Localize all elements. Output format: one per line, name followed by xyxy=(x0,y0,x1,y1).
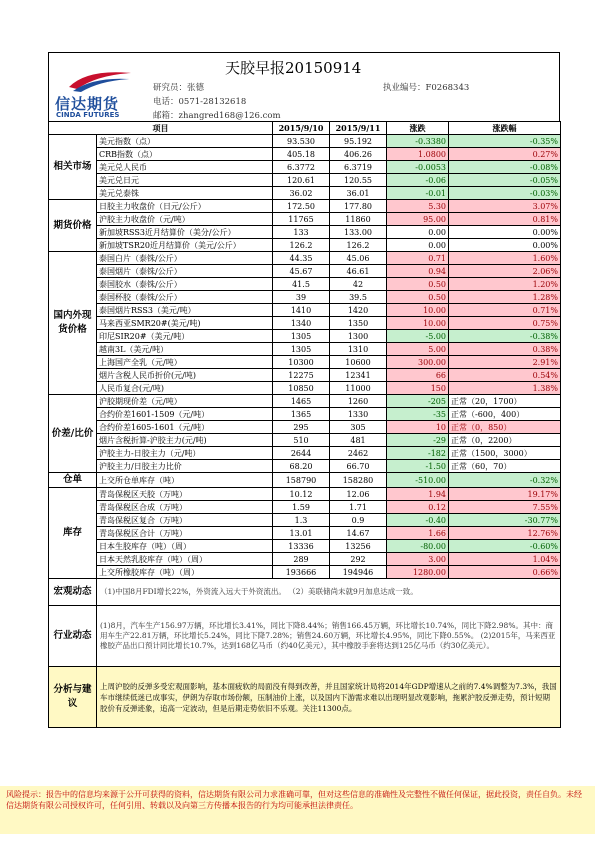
table-row xyxy=(49,226,561,239)
row-change: 10.00 xyxy=(387,304,449,317)
industry-text: (1)8月，汽车生产156.97万辆，环比增长3.41%，同比下降8.44%；销售166.45万辆，环比增长10.74%，同比下降2.98%。其中：商用车生产22.81万辆，环比增长5.24%，同比下降7.28%；销售24.60万辆，环比增长4.95%，同比下降0.55%。 (2)2015年，马来西亚橡胶产品出口预计同比增长10.7%，达到168亿马币（约40亿美元），其中橡胶手套将达到125亿马币（约30亿美元）。 xyxy=(97,606,561,667)
table-row xyxy=(49,514,561,527)
row-change-pct: 0.00% xyxy=(449,226,561,239)
table-row xyxy=(49,148,561,161)
row-value-1: 44.35 xyxy=(273,252,330,265)
row-item: 泰国烟片（泰铢/公斤） xyxy=(97,265,273,278)
report-header xyxy=(48,52,560,121)
row-change: 150 xyxy=(387,382,449,395)
row-value-2: 481 xyxy=(330,434,387,447)
logo-chinese: 信达期货 xyxy=(55,95,120,113)
table-row xyxy=(49,200,561,213)
row-change-pct: 0.75% xyxy=(449,317,561,330)
row-change-pct: 3.07% xyxy=(449,200,561,213)
table-row xyxy=(49,553,561,566)
row-value-2: 14.67 xyxy=(330,527,387,540)
table-row xyxy=(49,527,561,540)
row-value-2: 158280 xyxy=(330,473,387,488)
row-change: -1.50 xyxy=(387,460,449,473)
row-value-2: 305 xyxy=(330,421,387,434)
row-value-1: 1.3 xyxy=(273,514,330,527)
table-row xyxy=(49,252,561,265)
row-change: 5.00 xyxy=(387,343,449,356)
row-value-1: 12275 xyxy=(273,369,330,382)
col-change: 涨跌 xyxy=(387,122,449,135)
table-row xyxy=(49,382,561,395)
row-change: 10.00 xyxy=(387,317,449,330)
row-change-pct: 正常（1500，3000） xyxy=(449,447,561,460)
row-value-2: 45.06 xyxy=(330,252,387,265)
row-item: 合约价差1601-1509（元/吨） xyxy=(97,408,273,421)
row-value-1: 1.59 xyxy=(273,501,330,514)
researcher: 研究员：张德 xyxy=(153,83,205,93)
row-change-pct: 正常（60，70） xyxy=(449,460,561,473)
col-date1: 2015/9/10 xyxy=(273,122,330,135)
row-change-pct: -0.03% xyxy=(449,187,561,200)
row-value-2: 39.5 xyxy=(330,291,387,304)
row-item: 上交所橡胶库存（吨）（周） xyxy=(97,566,273,579)
report-sheet xyxy=(48,52,560,728)
row-change-pct: 7.55% xyxy=(449,501,561,514)
row-value-2: 1420 xyxy=(330,304,387,317)
row-value-1: 295 xyxy=(273,421,330,434)
row-change-pct: 2.06% xyxy=(449,265,561,278)
row-item: 人民币复合(元/吨) xyxy=(97,382,273,395)
row-change-pct: 19.17% xyxy=(449,488,561,501)
table-row xyxy=(49,174,561,187)
section-label: 分析与建议 xyxy=(49,667,97,728)
row-value-2: 1330 xyxy=(330,408,387,421)
row-change: 95.00 xyxy=(387,213,449,226)
row-change: -0.40 xyxy=(387,514,449,527)
row-item: 烟片含税人民币折价(元/吨) xyxy=(97,369,273,382)
row-change: 1.94 xyxy=(387,488,449,501)
row-value-1: 289 xyxy=(273,553,330,566)
table-row xyxy=(49,343,561,356)
row-value-2: 1260 xyxy=(330,395,387,408)
row-value-1: 2644 xyxy=(273,447,330,460)
row-value-1: 45.67 xyxy=(273,265,330,278)
row-item: 烟片含税折算-沪胶主力(元/吨) xyxy=(97,434,273,447)
row-change: -29 xyxy=(387,434,449,447)
section-label: 国内外现货价格 xyxy=(49,252,97,395)
table-row xyxy=(49,566,561,579)
row-change: -0.01 xyxy=(387,187,449,200)
row-value-1: 1305 xyxy=(273,343,330,356)
row-change-pct: 1.20% xyxy=(449,278,561,291)
row-value-2: 36.01 xyxy=(330,187,387,200)
section-label: 期货价格 xyxy=(49,200,97,252)
table-row xyxy=(49,291,561,304)
row-item: 上海国产全乳（元/吨） xyxy=(97,356,273,369)
data-table xyxy=(48,121,561,728)
row-change: 66 xyxy=(387,369,449,382)
risk-disclaimer: 风险提示：报告中的信息均来源于公开可获得的资料，信达期货有限公司力求准确可靠，但对这些信息的准确性及完整性不做任何保证，据此投资，责任自负。未经信达期货有限公司授权许可，任何引用、转载以及向第三方传播本报告的行为均可能承担法律责任。 xyxy=(0,786,595,834)
row-change: 0.71 xyxy=(387,252,449,265)
table-row xyxy=(49,304,561,317)
row-item: 越南3L（美元/吨） xyxy=(97,343,273,356)
row-change-pct: 12.76% xyxy=(449,527,561,540)
row-item: 新加坡TSR20近月结算价（美元/公斤） xyxy=(97,239,273,252)
row-change: -0.0053 xyxy=(387,161,449,174)
row-value-2: 194946 xyxy=(330,566,387,579)
row-item: 泰国烟片RSS3（美元/吨） xyxy=(97,304,273,317)
row-item: 美元指数（点） xyxy=(97,135,273,148)
row-value-2: 177.80 xyxy=(330,200,387,213)
section-label: 库存 xyxy=(49,488,97,579)
logo-english: CINDA FUTURES xyxy=(56,111,120,119)
table-row xyxy=(49,213,561,226)
table-row xyxy=(49,265,561,278)
table-row xyxy=(49,460,561,473)
row-item: 泰国杯胶（泰铢/公斤） xyxy=(97,291,273,304)
analysis-text: 上周沪胶的反弹多受宏观面影响，基本面疲软的局面没有得到改善，并且国家统计局将2014年GDP增速从之前的7.4%调整为7.3%，我国车市继续低迷已成事实，伊朗为存取市场份额，压制油价上涨，以及国内下游需求难以出现明显改观影响，拖累沪胶反弹走势，预计短期胶价有反弹迹象，追高一定波动，但是后期走势依旧不乐观。关注11300点。 xyxy=(97,667,561,728)
row-item: 青岛保税区天胶（万吨） xyxy=(97,488,273,501)
row-value-2: 133.00 xyxy=(330,226,387,239)
row-item: 青岛保税区合成（万吨） xyxy=(97,501,273,514)
row-value-1: 93.530 xyxy=(273,135,330,148)
row-value-2: 46.61 xyxy=(330,265,387,278)
row-value-1: 510 xyxy=(273,434,330,447)
macro-text: （1)中国8月FDI增长22%，外资流入远大于外资流出。 （2）美联储尚未就9月加息达成一致。 xyxy=(97,579,561,606)
row-change: 0.00 xyxy=(387,226,449,239)
row-change-pct: 正常（0，2200） xyxy=(449,434,561,447)
table-row xyxy=(49,540,561,553)
row-change: -0.06 xyxy=(387,174,449,187)
row-value-2: 66.70 xyxy=(330,460,387,473)
row-value-1: 41.5 xyxy=(273,278,330,291)
macro-row xyxy=(49,579,561,606)
section-label: 行业动态 xyxy=(49,606,97,667)
row-item: 美元兑人民币 xyxy=(97,161,273,174)
table-row xyxy=(49,408,561,421)
row-value-1: 172.50 xyxy=(273,200,330,213)
row-value-1: 13336 xyxy=(273,540,330,553)
row-value-1: 158790 xyxy=(273,473,330,488)
col-item: 项目 xyxy=(49,122,273,135)
table-row xyxy=(49,447,561,460)
row-change: 3.00 xyxy=(387,553,449,566)
row-item: 泰国胶水（泰铢/公斤） xyxy=(97,278,273,291)
industry-row xyxy=(49,606,561,667)
report-title: 天胶早报20150914 xyxy=(225,59,362,77)
row-value-1: 10300 xyxy=(273,356,330,369)
row-change: -35 xyxy=(387,408,449,421)
row-change: -205 xyxy=(387,395,449,408)
row-value-1: 1410 xyxy=(273,304,330,317)
row-value-2: 406.26 xyxy=(330,148,387,161)
row-change-pct: -0.08% xyxy=(449,161,561,174)
row-item: 沪胶主力收盘价（元/吨） xyxy=(97,213,273,226)
row-change-pct: 0.66% xyxy=(449,566,561,579)
row-item: 印尼SIR20#（美元/吨） xyxy=(97,330,273,343)
table-row xyxy=(49,434,561,447)
row-value-1: 13.01 xyxy=(273,527,330,540)
row-change-pct: 0.54% xyxy=(449,369,561,382)
section-label: 价差/比价 xyxy=(49,395,97,473)
row-change: 300.00 xyxy=(387,356,449,369)
table-row xyxy=(49,161,561,174)
row-change-pct: -0.32% xyxy=(449,473,561,488)
row-change: 0.00 xyxy=(387,239,449,252)
row-item: 日胶主力收盘价（日元/公斤） xyxy=(97,200,273,213)
row-change: -80.00 xyxy=(387,540,449,553)
table-row xyxy=(49,330,561,343)
row-value-1: 39 xyxy=(273,291,330,304)
row-value-1: 1340 xyxy=(273,317,330,330)
row-value-1: 11765 xyxy=(273,213,330,226)
row-change-pct: -30.77% xyxy=(449,514,561,527)
row-value-2: 1350 xyxy=(330,317,387,330)
table-row xyxy=(49,395,561,408)
row-change: 5.30 xyxy=(387,200,449,213)
row-item: 美元兑泰铢 xyxy=(97,187,273,200)
row-change-pct: 1.60% xyxy=(449,252,561,265)
row-item: 青岛保税区合计（万吨） xyxy=(97,527,273,540)
table-row xyxy=(49,356,561,369)
logo-swoosh-icon xyxy=(67,67,133,93)
row-value-2: 42 xyxy=(330,278,387,291)
row-item: 泰国白片（泰铢/公斤） xyxy=(97,252,273,265)
row-change: -510.00 xyxy=(387,473,449,488)
row-item: 美元兑日元 xyxy=(97,174,273,187)
row-change-pct: 2.91% xyxy=(449,356,561,369)
row-value-2: 11860 xyxy=(330,213,387,226)
row-change: 0.94 xyxy=(387,265,449,278)
row-item: 新加坡RSS3近月结算价（美分/公斤） xyxy=(97,226,273,239)
row-change: 1.66 xyxy=(387,527,449,540)
row-value-2: 1300 xyxy=(330,330,387,343)
table-row xyxy=(49,369,561,382)
row-change-pct: -0.35% xyxy=(449,135,561,148)
row-item: 马来西亚SMR20#(美元/吨) xyxy=(97,317,273,330)
row-value-1: 10.12 xyxy=(273,488,330,501)
table-row xyxy=(49,473,561,488)
section-label: 相关市场 xyxy=(49,135,97,200)
row-value-2: 10600 xyxy=(330,356,387,369)
row-item: 合约价差1605-1601（元/吨） xyxy=(97,421,273,434)
row-change-pct: 正常（0，850） xyxy=(449,421,561,434)
table-row xyxy=(49,187,561,200)
row-item: 日本天然乳胶库存（吨）（周） xyxy=(97,553,273,566)
row-value-1: 68.20 xyxy=(273,460,330,473)
row-change-pct: 1.38% xyxy=(449,382,561,395)
phone: 电话：0571-28132618 xyxy=(153,97,247,107)
row-change: 10 xyxy=(387,421,449,434)
section-label: 宏观动态 xyxy=(49,579,97,606)
table-row xyxy=(49,135,561,148)
row-change-pct: 0.71% xyxy=(449,304,561,317)
row-value-2: 292 xyxy=(330,553,387,566)
section-label: 仓单 xyxy=(49,473,97,488)
row-item: 沪胶期现价差（元/吨） xyxy=(97,395,273,408)
row-value-2: 11000 xyxy=(330,382,387,395)
row-change: 0.12 xyxy=(387,501,449,514)
license-number: 执业编号：F0268343 xyxy=(383,83,470,93)
row-item: 上交所仓单库存（吨） xyxy=(97,473,273,488)
row-value-2: 0.9 xyxy=(330,514,387,527)
row-change: -0.3380 xyxy=(387,135,449,148)
row-change: 1280.00 xyxy=(387,566,449,579)
row-change-pct: -0.38% xyxy=(449,330,561,343)
email: 邮箱：zhangred168@126.com xyxy=(153,111,281,121)
row-value-2: 1.71 xyxy=(330,501,387,514)
row-value-2: 12.06 xyxy=(330,488,387,501)
table-row xyxy=(49,278,561,291)
row-value-1: 1305 xyxy=(273,330,330,343)
row-change: -5.00 xyxy=(387,330,449,343)
row-value-2: 1310 xyxy=(330,343,387,356)
row-change: 0.50 xyxy=(387,278,449,291)
row-item: 沪胶主力-日胶主力（元/吨） xyxy=(97,447,273,460)
table-row xyxy=(49,501,561,514)
table-row xyxy=(49,488,561,501)
row-value-1: 133 xyxy=(273,226,330,239)
row-value-1: 10850 xyxy=(273,382,330,395)
row-change-pct: 正常（20，1700） xyxy=(449,395,561,408)
col-date2: 2015/9/11 xyxy=(330,122,387,135)
row-change: -182 xyxy=(387,447,449,460)
row-value-2: 12341 xyxy=(330,369,387,382)
table-header-row xyxy=(49,122,561,135)
row-item: 青岛保税区复合（万吨） xyxy=(97,514,273,527)
row-value-1: 120.61 xyxy=(273,174,330,187)
row-change-pct: 1.04% xyxy=(449,553,561,566)
row-change-pct: 正常（-600，400） xyxy=(449,408,561,421)
table-row xyxy=(49,317,561,330)
analysis-row xyxy=(49,667,561,728)
row-change-pct: 1.28% xyxy=(449,291,561,304)
col-change-pct: 涨跌幅 xyxy=(449,122,561,135)
row-value-1: 1465 xyxy=(273,395,330,408)
row-value-1: 193666 xyxy=(273,566,330,579)
row-change-pct: -0.05% xyxy=(449,174,561,187)
row-change-pct: -0.60% xyxy=(449,540,561,553)
row-value-2: 13256 xyxy=(330,540,387,553)
row-item: 日本生胶库存（吨）（周） xyxy=(97,540,273,553)
row-value-2: 126.2 xyxy=(330,239,387,252)
row-value-1: 36.02 xyxy=(273,187,330,200)
row-value-2: 2462 xyxy=(330,447,387,460)
row-change-pct: 0.27% xyxy=(449,148,561,161)
row-value-1: 1365 xyxy=(273,408,330,421)
table-row xyxy=(49,239,561,252)
row-change-pct: 0.81% xyxy=(449,213,561,226)
row-item: 沪胶主力/日胶主力比价 xyxy=(97,460,273,473)
row-change: 1.0800 xyxy=(387,148,449,161)
row-value-1: 6.3772 xyxy=(273,161,330,174)
row-item: CRB指数（点） xyxy=(97,148,273,161)
row-value-1: 126.2 xyxy=(273,239,330,252)
row-change-pct: 0.00% xyxy=(449,239,561,252)
row-change-pct: 0.38% xyxy=(449,343,561,356)
row-value-1: 405.18 xyxy=(273,148,330,161)
row-change: 0.50 xyxy=(387,291,449,304)
row-value-2: 120.55 xyxy=(330,174,387,187)
row-value-2: 6.3719 xyxy=(330,161,387,174)
row-value-2: 95.192 xyxy=(330,135,387,148)
table-row xyxy=(49,421,561,434)
